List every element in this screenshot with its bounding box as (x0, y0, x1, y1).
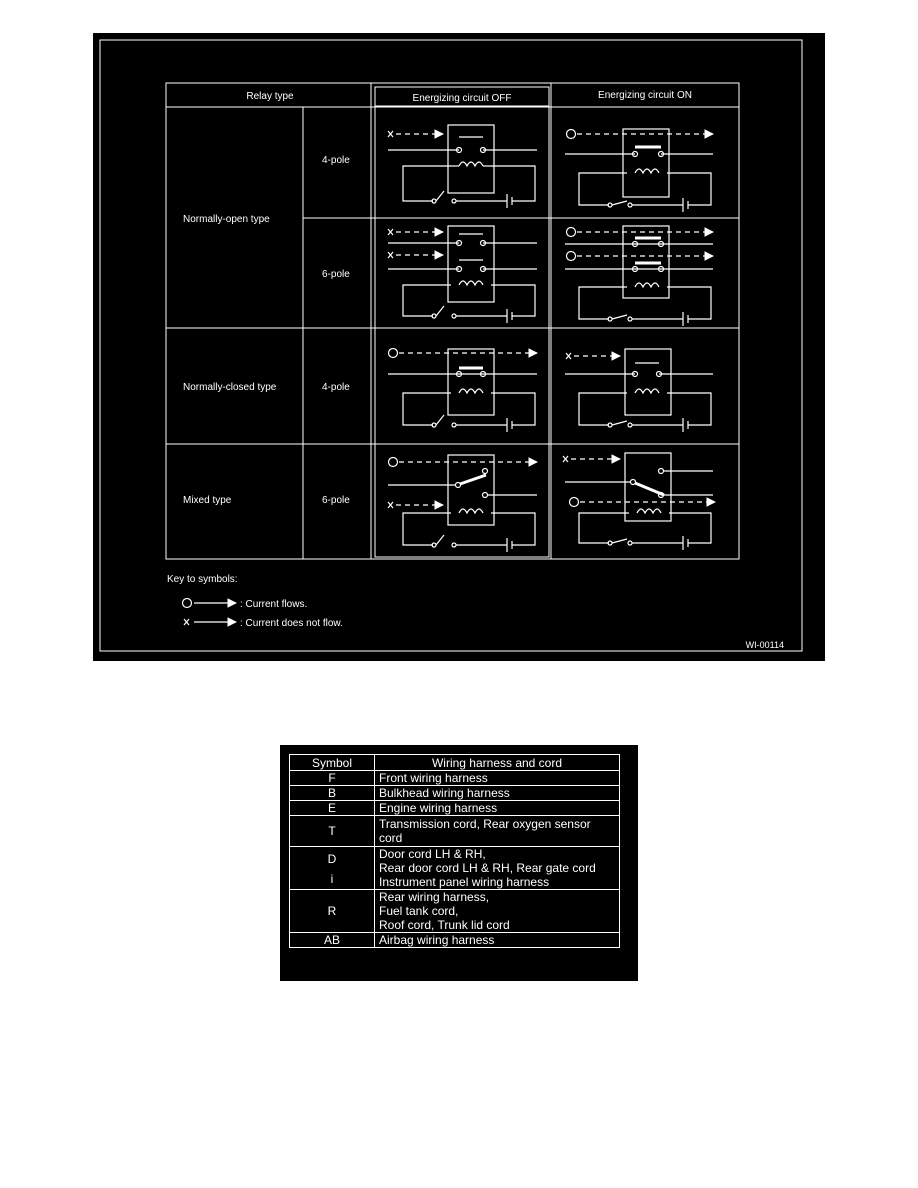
desc-line: Roof cord, Trunk lid cord (379, 918, 510, 932)
desc-cell: Front wiring harness (375, 771, 620, 786)
relay-mixed6-on-diagram (563, 453, 715, 550)
table-row (290, 847, 620, 890)
symbol-column-header: Symbol (290, 755, 375, 771)
label-normally-closed: Normally-closed type (183, 382, 277, 393)
desc-line: Instrument panel wiring harness (379, 875, 550, 889)
relay-mixed6-off-diagram (388, 455, 537, 552)
desc-cell: Airbag wiring harness (375, 933, 620, 948)
desc-line: Rear wiring harness, (379, 890, 490, 904)
key-current-not-flow: : Current does not flow. (240, 618, 343, 629)
desc-cell (375, 847, 620, 890)
harness-symbol-figure (280, 745, 638, 981)
symbol-d: D (327, 852, 337, 866)
table-header-row (290, 755, 620, 771)
relay-no6-off-diagram (388, 226, 537, 323)
table-row (290, 786, 620, 801)
desc-line: Rear door cord LH & RH, Rear gate cord (379, 861, 596, 875)
table-row (290, 816, 620, 847)
desc-cell: Engine wiring harness (375, 801, 620, 816)
symbol-cell: E (290, 801, 375, 816)
label-4pole-nc: 4-pole (322, 382, 350, 393)
figure-id: WI-00114 (745, 640, 784, 650)
symbol-cell: R (290, 890, 375, 933)
symbol-cell: B (290, 786, 375, 801)
label-4pole-no: 4-pole (322, 155, 350, 166)
symbol-cell: F (290, 771, 375, 786)
label-normally-open: Normally-open type (183, 214, 270, 225)
key-current-flows: : Current flows. (240, 599, 308, 610)
key-symbols (183, 599, 237, 626)
symbol-cell (290, 847, 375, 890)
header-relay-type: Relay type (246, 91, 294, 102)
label-6pole-mixed: 6-pole (322, 495, 350, 506)
harness-column-header: Wiring harness and cord (375, 755, 620, 771)
relay-no6-on-diagram (565, 226, 713, 326)
desc-line: Door cord LH & RH, (379, 847, 486, 861)
symbol-i: i (330, 872, 334, 886)
harness-table (289, 754, 620, 948)
relay-no4-on-diagram (565, 129, 713, 212)
table-row (290, 933, 620, 948)
desc-line: Fuel tank cord, (379, 904, 459, 918)
table-row (290, 771, 620, 786)
desc-cell: Transmission cord, Rear oxygen sensor cord (375, 816, 620, 847)
relay-nc4-off-diagram (388, 349, 537, 433)
desc-cell: Bulkhead wiring harness (375, 786, 620, 801)
header-energizing-off: Energizing circuit OFF (412, 93, 512, 104)
symbol-cell: AB (290, 933, 375, 948)
key-title: Key to symbols: (167, 574, 238, 585)
symbol-cell: T (290, 816, 375, 847)
relay-type-figure (93, 33, 825, 661)
table-row (290, 890, 620, 933)
desc-cell (375, 890, 620, 933)
header-energizing-on: Energizing circuit ON (598, 90, 692, 101)
relay-no4-off-diagram (388, 125, 537, 208)
table-row (290, 801, 620, 816)
label-mixed-type: Mixed type (183, 495, 232, 506)
label-6pole-no: 6-pole (322, 269, 350, 280)
relay-nc4-on-diagram (565, 349, 713, 432)
